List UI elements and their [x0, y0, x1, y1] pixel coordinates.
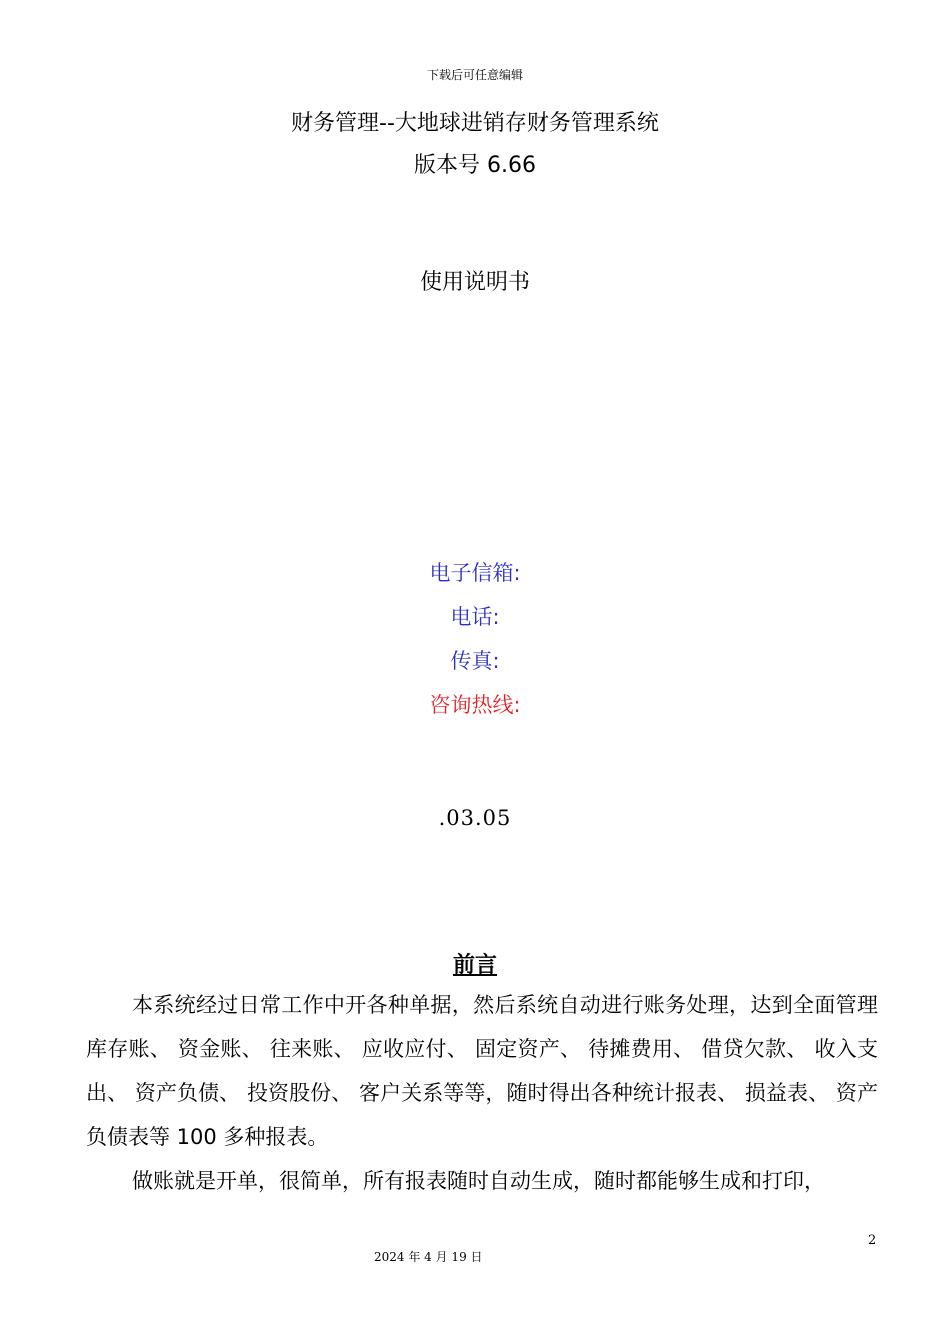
document-title: 财务管理--大地球进销存财务管理系统	[291, 111, 659, 136]
contact-email: 电子信箱:	[429, 561, 521, 585]
document-date: .03.05	[438, 806, 512, 830]
version-number: 版本号 6.66	[414, 153, 536, 178]
contact-fax: 传真:	[450, 649, 500, 673]
preface-paragraph-2: 做账就是开单，很简单，所有报表随时自动生成，随时都能够生成和打印，	[132, 1169, 825, 1193]
page-number: 2	[868, 1233, 877, 1248]
manual-subtitle: 使用说明书	[419, 270, 530, 295]
header-note: 下载后可任意编辑	[426, 68, 523, 82]
preface-heading: 前言	[452, 953, 497, 978]
preface-paragraph-1: 本系统经过日常工作中开各种单据，然后系统自动进行账务处理，达到全面管理库存账、 资金账、 往来账、 应收应付、 固定资产、 待摊费用、 借贷欠款、 收入支出、 资产负债、 投资股份、 客户关系等等，随时得出各种统计报表、 损益表、 资产负债表等 100 多种报表。	[86, 993, 878, 1149]
contact-phone: 电话:	[450, 605, 500, 629]
footer-date: 2024 年 4 月 19 日	[374, 1250, 483, 1264]
contact-hotline: 咨询热线:	[429, 693, 521, 717]
